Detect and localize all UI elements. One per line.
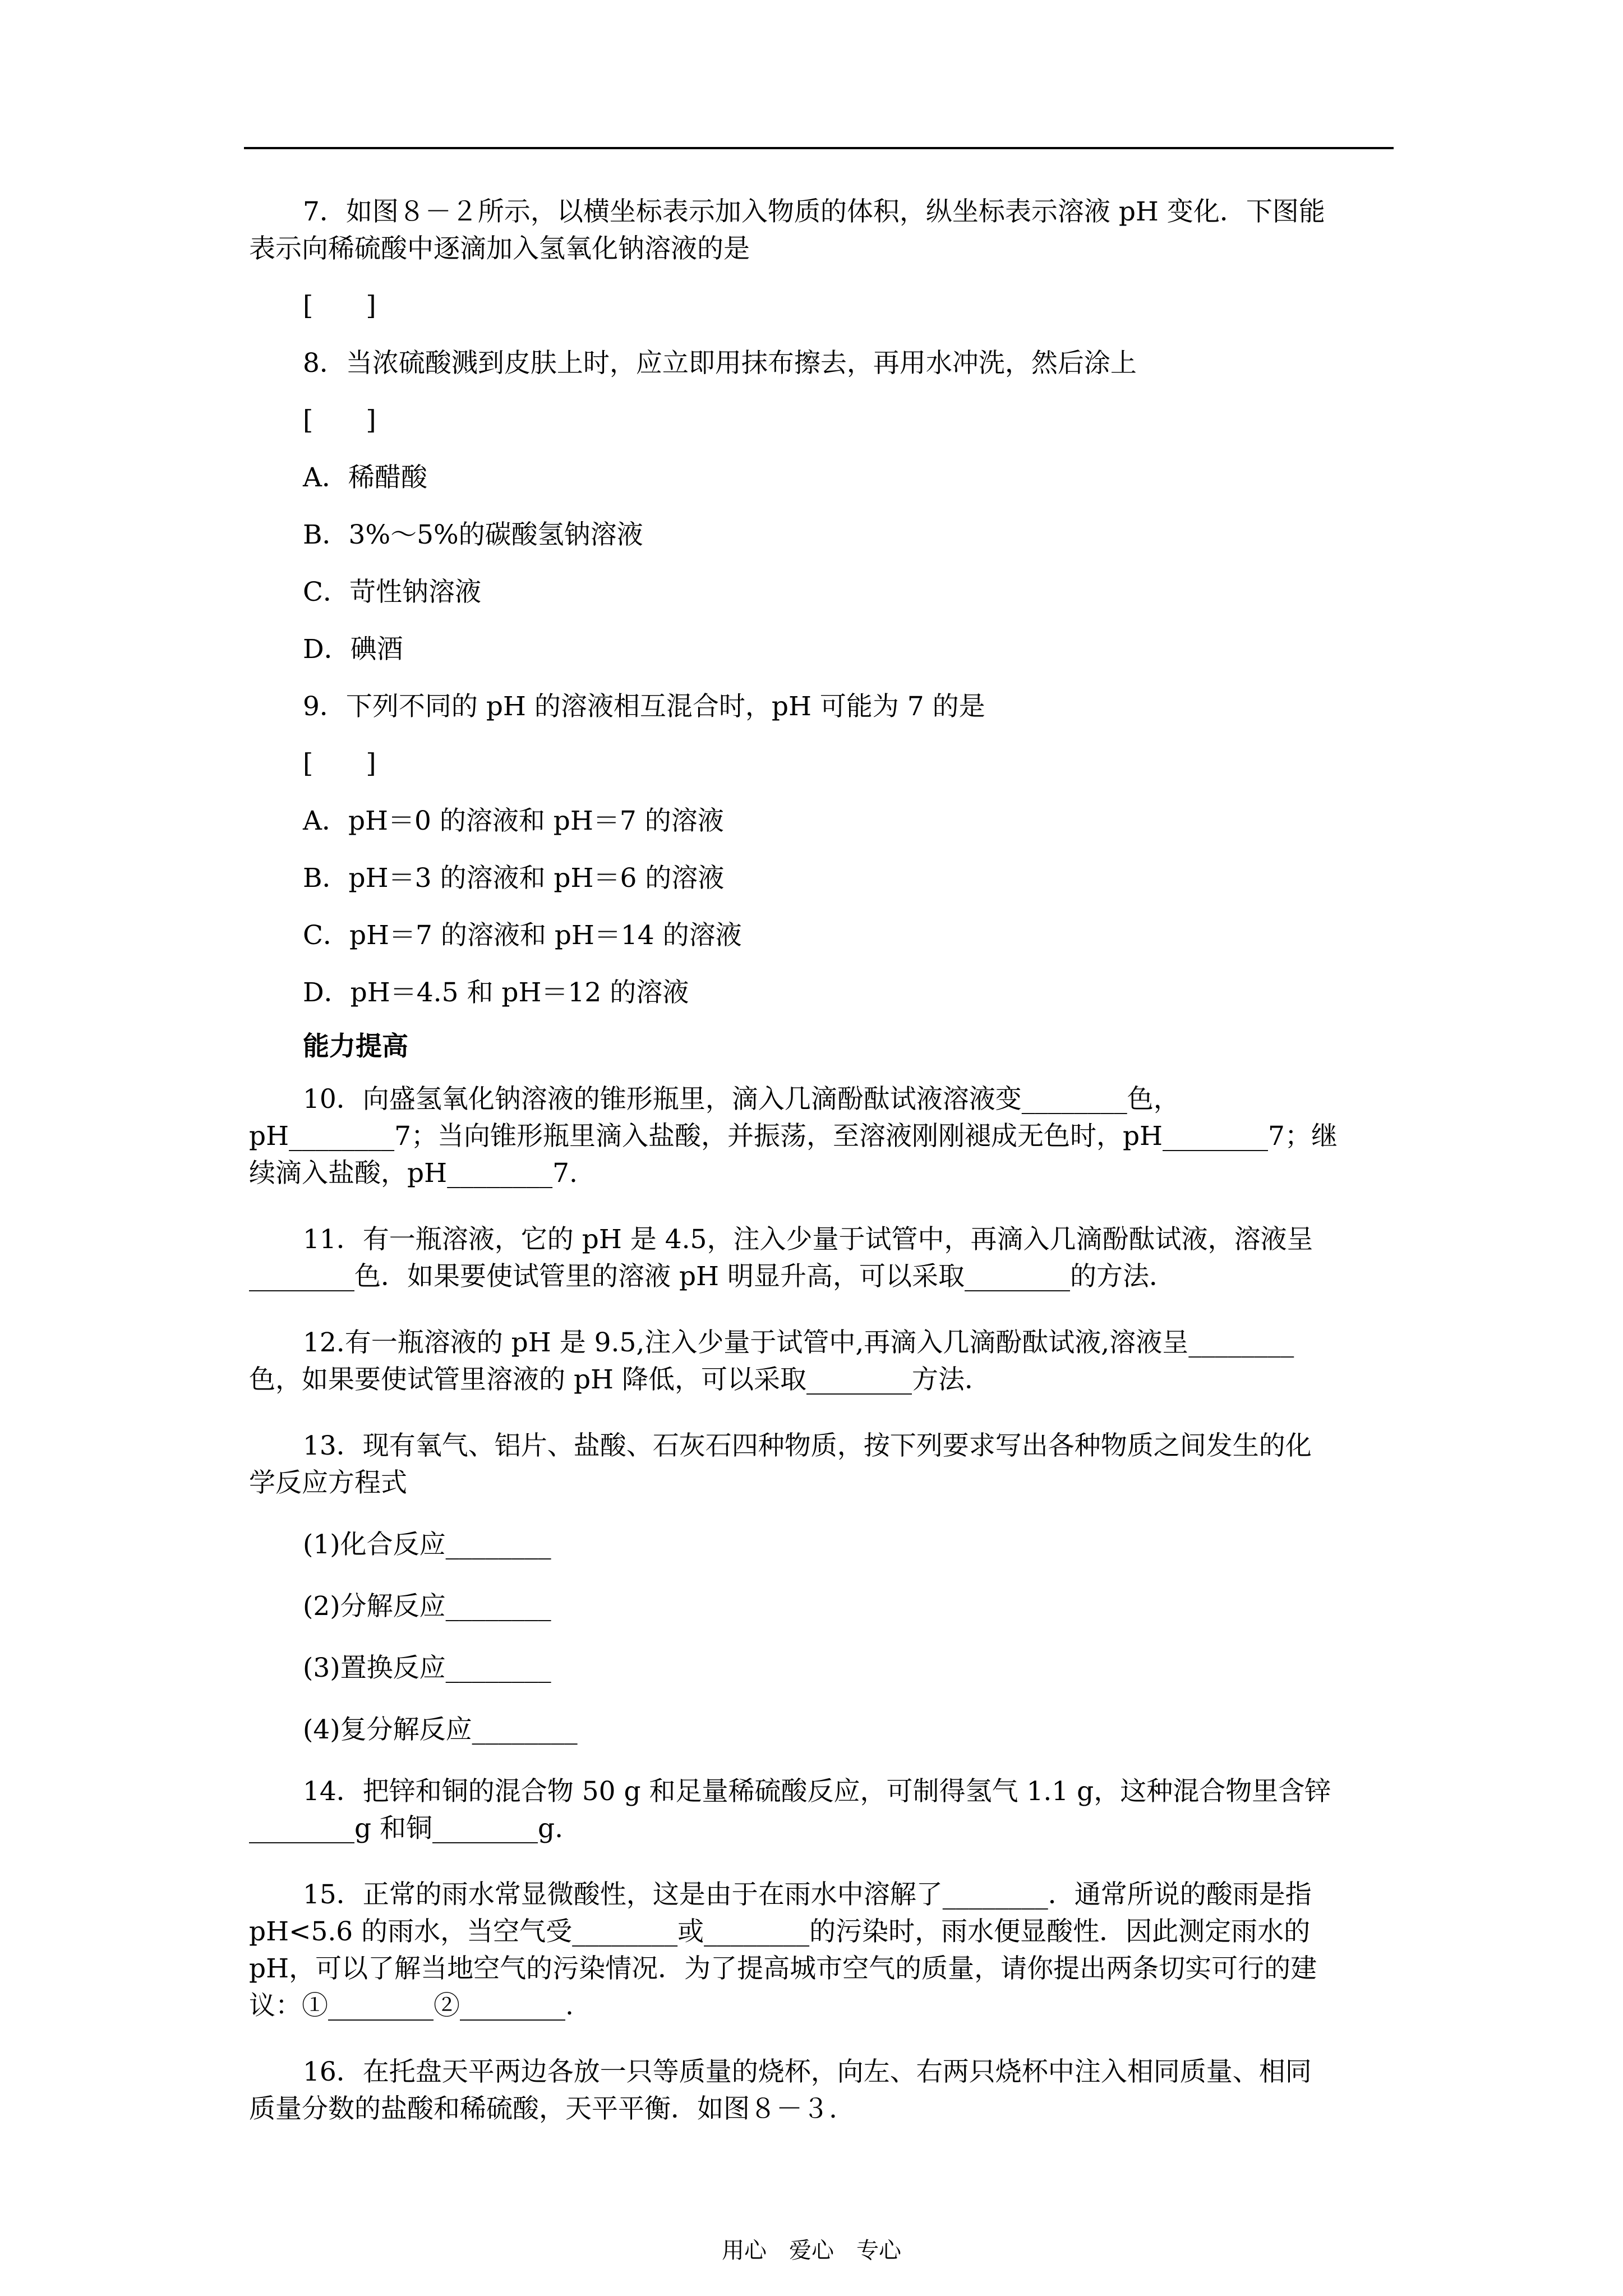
header-rule: [244, 147, 1394, 149]
question-10-line-1: 10．向盛氢氧化钠溶液的锥形瓶里，滴入几滴酚酞试液溶液变________色，: [303, 1084, 1180, 1115]
section-heading: 能力提高: [303, 1031, 408, 1062]
question-13-item-4: (4)复分解反应________: [303, 1714, 578, 1745]
question-9-option-a: A．pH＝0 的溶液和 pH＝7 的溶液: [303, 806, 724, 836]
question-9-answer-bracket: [ ]: [303, 748, 376, 779]
question-9-option-d: D．pH＝4.5 和 pH＝12 的溶液: [303, 977, 689, 1008]
page-footer: 用心 爱心 专心: [722, 2238, 901, 2263]
question-7-line-1: 7．如图８－２所示，以横坐标表示加入物质的体积，纵坐标表示溶液 pH 变化．下图能: [303, 196, 1325, 227]
question-10-line-3: 续滴入盐酸，pH________7.: [249, 1158, 578, 1189]
question-8-stem: 8．当浓硫酸溅到皮肤上时，应立即用抹布擦去，再用水冲洗，然后涂上: [303, 348, 1137, 379]
question-9-stem: 9．下列不同的 pH 的溶液相互混合时，pH 可能为 7 的是: [303, 691, 985, 722]
question-13: [249, 1428, 1387, 1502]
question-15-line-3: pH，可以了解当地空气的污染情况．为了提高城市空气的质量，请你提出两条切实可行的建: [249, 1953, 1317, 1984]
question-9-option-b: B．pH＝3 的溶液和 pH＝6 的溶液: [303, 863, 725, 894]
question-13-item-3: (3)置换反应________: [303, 1653, 551, 1683]
question-16: [249, 2054, 1387, 2128]
question-12-line-1: 12.有一瓶溶液的 pH 是 9.5,注入少量于试管中,再滴入几滴酚酞试液,溶液呈________: [303, 1327, 1294, 1358]
question-16-line-1: 16．在托盘天平两边各放一只等质量的烧杯，向左、右两只烧杯中注入相同质量、相同: [303, 2056, 1312, 2087]
question-10-line-2: pH________7；当向锥形瓶里滴入盐酸，并振荡，至溶液刚刚褪成无色时，pH________7；继: [249, 1121, 1338, 1152]
question-8-option-b: B．3%～5%的碳酸氢钠溶液: [303, 519, 643, 550]
question-13-item-2: (2)分解反应________: [303, 1591, 551, 1622]
question-14-line-2: ________g 和铜________g.: [249, 1813, 564, 1844]
question-12: [249, 1324, 1387, 1398]
question-8-option-c: C．苛性钠溶液: [303, 577, 481, 608]
question-8-option-a: A．稀醋酸: [303, 462, 427, 493]
question-12-line-2: 色，如果要使试管里溶液的 pH 降低，可以采取________方法．: [249, 1364, 991, 1395]
question-14-line-1: 14．把锌和铜的混合物 50 g 和足量稀硫酸反应，可制得氢气 1.1 g，这种混合物里含锌: [303, 1776, 1331, 1807]
question-11-line-2: ________色．如果要使试管里的溶液 pH 明显升高，可以采取________的方法．: [249, 1261, 1175, 1292]
question-11-line-1: 11．有一瓶溶液，它的 pH 是 4.5，注入少量于试管中，再滴入几滴酚酞试液，溶液呈: [303, 1224, 1313, 1255]
question-16-line-2: 质量分数的盐酸和稀硫酸，天平平衡．如图８－３.: [249, 2093, 837, 2124]
question-13-item-1: (1)化合反应________: [303, 1529, 551, 1560]
question-8-answer-bracket: [ ]: [303, 405, 376, 436]
question-11: [249, 1221, 1387, 1295]
question-7: [249, 194, 1387, 268]
question-8-option-d: D．碘酒: [303, 634, 403, 665]
question-13-line-1: 13．现有氧气、铝片、盐酸、石灰石四种物质，按下列要求写出各种物质之间发生的化: [303, 1430, 1312, 1461]
question-15-line-2: pH<5.6 的雨水，当空气受________或________的污染时，雨水便显酸性．因此测定雨水的: [249, 1916, 1311, 1947]
document-body: [249, 194, 1387, 2128]
question-7-answer-bracket: [ ]: [303, 291, 376, 321]
question-15-line-4: 议：①________②________.: [249, 1990, 574, 2021]
question-14: [249, 1773, 1387, 1847]
question-15: [249, 1876, 1387, 2024]
question-15-line-1: 15．正常的雨水常显微酸性，这是由于在雨水中溶解了________．通常所说的酸雨是指: [303, 1879, 1312, 1910]
question-10: [249, 1081, 1387, 1192]
question-13-line-2: 学反应方程式: [249, 1467, 407, 1498]
question-7-line-2: 表示向稀硫酸中逐滴加入氢氧化钠溶液的是: [249, 233, 750, 264]
question-9-option-c: C．pH＝7 的溶液和 pH＝14 的溶液: [303, 920, 742, 951]
